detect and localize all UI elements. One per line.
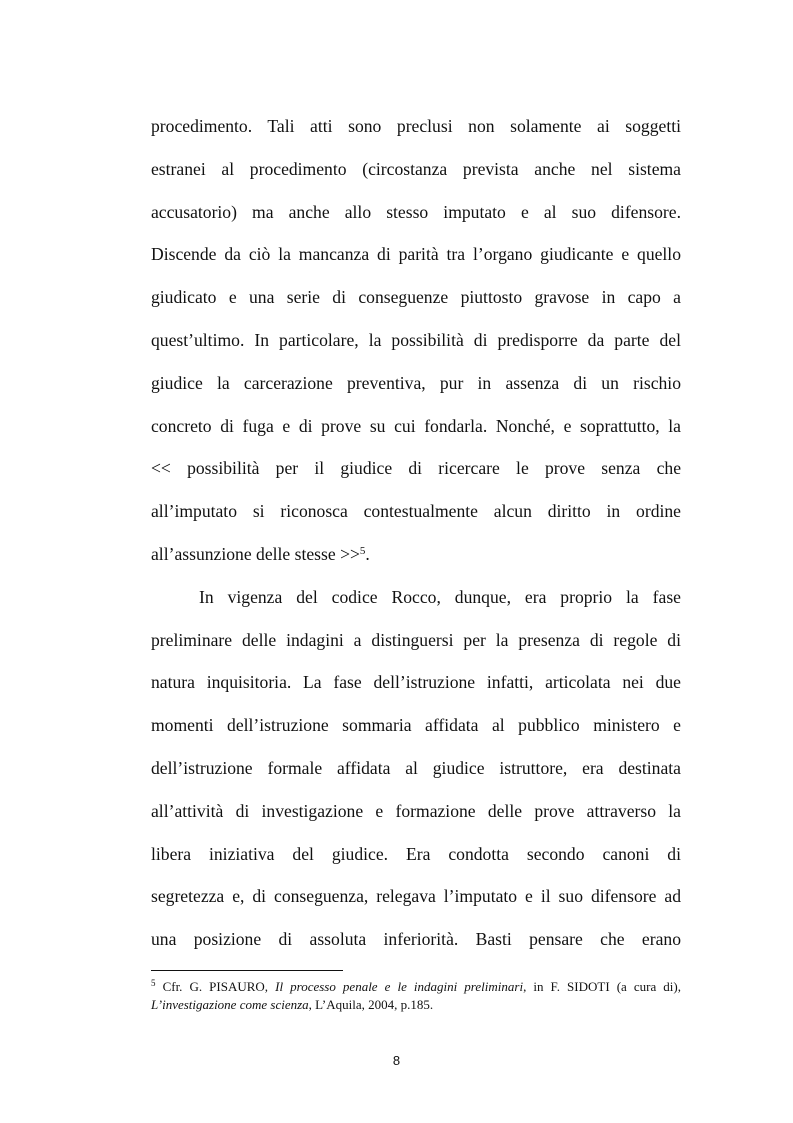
text-line [151,533,681,576]
text-line: << possibilità per il giudice di ricercare le prove senza che [151,458,681,479]
footnote-title: Il processo penale e le indagini preliminari [275,979,524,994]
text-line: giudice la carcerazione preventiva, pur in assenza di un rischio [151,372,681,393]
text-line: quest’ultimo. In particolare, la possibilità di predisporre da parte del [151,329,681,350]
footnote-prefix: Cfr. G. PISAURO, [162,979,276,994]
text-line: giudicato e una serie di conseguenze piuttosto gravose in capo a [151,287,681,308]
text-line: momenti dell’istruzione sommaria affidata al pubblico ministero e [151,715,681,736]
footnote-reference[interactable]: 5 [359,544,366,557]
text-line: In vigenza del codice Rocco, dunque, era proprio la fase [199,586,681,607]
text-line: libera iniziativa del giudice. Era condotta secondo canoni di [151,843,681,864]
footnote [151,978,681,1014]
text-line: concreto di fuga e di prove su cui fondarla. Nonché, e soprattutto, la [151,415,681,436]
body-text [151,105,681,961]
text-line: natura inquisitoria. La fase dell’istruzione infatti, articolata nei due [151,672,681,693]
footnote-book-title: L’investigazione come scienza [151,997,309,1012]
footnote-number: 5 [151,978,156,988]
footnote-separator [151,970,343,971]
footnote-middle: , in F. SIDOTI (a cura di), [523,979,681,994]
text-line: dell’istruzione formale affidata al giudice istruttore, era destinata [151,757,681,778]
paragraph-1 [151,105,681,576]
text-line: una posizione di assoluta inferiorità. Basti pensare che erano [151,929,681,950]
text-line: estranei al procedimento (circostanza prevista anche nel sistema [151,158,681,179]
page-number: 8 [392,1053,401,1068]
footnote-suffix: , L’Aquila, 2004, p.185. [308,997,434,1012]
text-line: Discende da ciò la mancanza di parità tra l’organo giudicante e quello [151,244,681,265]
text-line: preliminare delle indagini a distinguersi per la presenza di regole di [151,629,681,650]
sentence-end: . [365,543,370,564]
text-line: all’imputato si riconosca contestualmente alcun diritto in ordine [151,501,681,522]
paragraph-2 [151,576,681,961]
text-line: all’attività di investigazione e formazione delle prove attraverso la [151,800,681,821]
text-line: accusatorio) ma anche allo stesso imputato e al suo difensore. [151,201,681,222]
footnote-line [151,978,681,996]
text-line: procedimento. Tali atti sono preclusi non solamente ai soggetti [151,116,681,136]
text-line: segretezza e, di conseguenza, relegava l’imputato e il suo difensore ad [151,886,681,907]
footnote-line [151,996,681,1014]
text-line-content: all’assunzione delle stesse >> [151,543,360,564]
